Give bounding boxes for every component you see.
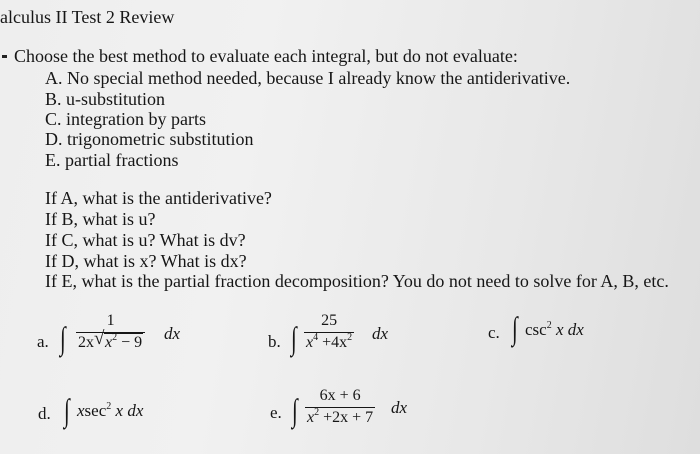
integral-sign-a: ∫ [60,320,66,356]
followup-a: If A, what is the antiderivative? [45,188,272,208]
followup-d: If D, what is x? What is dx? [45,251,247,271]
followup-b: If B, what is u? [45,209,156,229]
denominator-e: $x^2 +2x + 7$ [307,407,374,426]
problem-b-label: b. [268,332,281,351]
denominator-a: 2x √ $x^2 - 9$ [78,328,143,351]
fraction-e [305,387,375,427]
differential-b: dx [372,324,389,343]
option-c: C. integration by parts [45,109,206,129]
problem-c-label: c. [488,323,500,342]
bullet-mark [2,55,7,58]
option-b: B. u-substitution [45,89,166,109]
followup-e: If E, what is the partial fraction decomposition? You do not need to solve for A, B, etc. [45,271,669,291]
followup-c: If C, what is u? What is dv? [45,230,246,250]
instruction-text: Choose the best method to evaluate each integral, but do not evaluate: [14,46,518,66]
denominator-b: $x^4 +4x^2$ [306,332,353,351]
numerator-e: 6x + 6 [319,387,361,404]
fraction-b [304,312,354,352]
differential-e: dx [391,398,408,417]
sqrt-a: √ $x^2 - 9$ [94,328,143,351]
numerator-b: 25 [321,312,338,329]
problem-e-label: e. [270,403,282,422]
integral-sign-b: ∫ [291,320,297,356]
option-e: E. partial fractions [45,150,179,170]
integrand-c: $\csc^2 x$ dx [525,320,584,339]
integral-sign-e: ∫ [292,392,298,428]
integral-sign-c: ∫ [512,310,518,346]
numerator-a: 1 [106,312,115,329]
fraction-a [76,312,145,352]
option-d: D. trigonometric substitution [45,129,254,149]
differential-a: dx [164,324,181,343]
problem-d-label: d. [38,404,51,423]
problem-a-label: a. [37,332,49,351]
page-title: alculus II Test 2 Review [0,7,175,27]
integral-sign-d: ∫ [64,392,70,428]
integrand-d: xsec$^2$ x dx [77,401,144,420]
option-a: A. No special method needed, because I already know the antiderivative. [45,68,571,88]
